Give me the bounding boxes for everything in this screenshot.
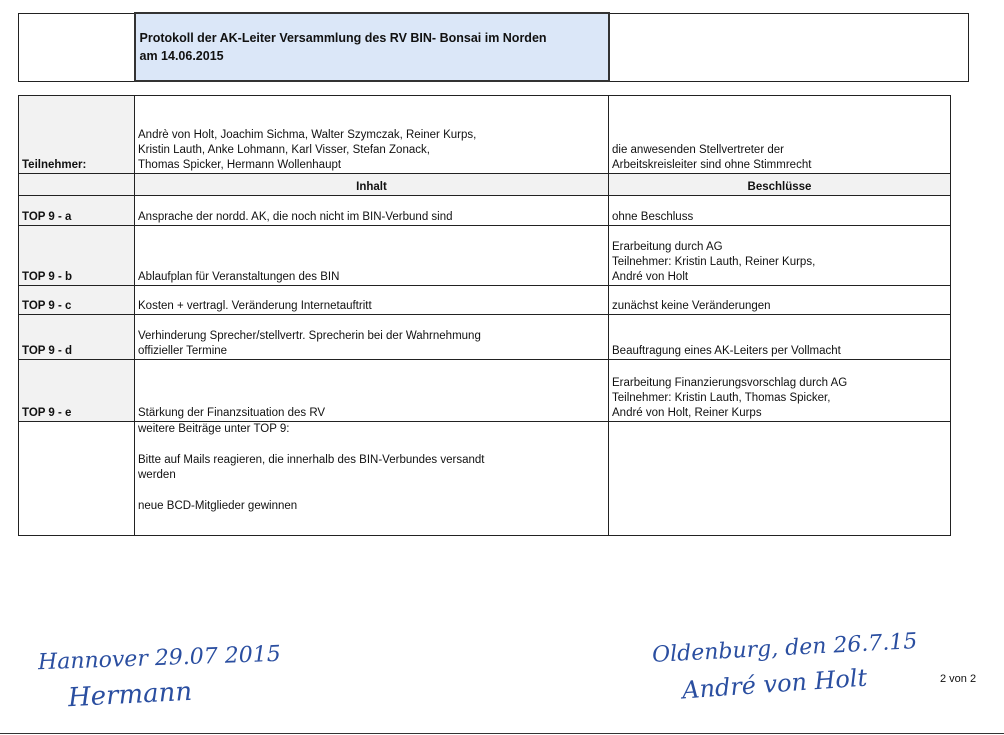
further-heading: weitere Beiträge unter TOP 9: — [138, 423, 290, 435]
participants-label: Teilnehmer: — [19, 96, 135, 174]
row-decision: ohne Beschluss — [609, 196, 951, 226]
title-line-2: am 14.06.2015 — [139, 49, 224, 63]
right-place-date: Oldenburg, den 26.7.15 — [651, 629, 918, 668]
participants-names: Andrè von Holt, Joachim Sichma, Walter Szymczak, Reiner Kurps, Kristin Lauth, Anke Lohmann, Karl Visser, Stefan Zonack, Thomas Spicker, Hermann Wollenhaupt — [135, 96, 609, 174]
top-label: TOP 9 - a — [19, 196, 135, 226]
row-content: Stärkung der Finanzsituation des RV — [135, 360, 609, 422]
top-label: TOP 9 - e — [19, 360, 135, 422]
top-label: TOP 9 - c — [19, 286, 135, 315]
top-label: TOP 9 - d — [19, 315, 135, 360]
row-content: Kosten + vertragl. Veränderung Internetauftritt — [135, 286, 609, 315]
header-blank-right — [609, 13, 969, 81]
further-content — [135, 422, 609, 536]
bottom-divider — [0, 733, 1004, 734]
column-header-row — [19, 174, 951, 196]
document-title — [135, 13, 609, 81]
column-header-blank — [19, 174, 135, 196]
column-header-decisions: Beschlüsse — [609, 174, 951, 196]
further-decision-blank — [609, 422, 951, 536]
page-number: 2 von 2 — [940, 673, 977, 685]
row-decision: Erarbeitung Finanzierungsvorschlag durch AG Teilnehmer: Kristin Lauth, Thomas Spicker, André von Holt, Reiner Kurps — [609, 360, 951, 422]
further-blank — [19, 422, 135, 536]
header-table — [18, 12, 969, 82]
protocol-table — [18, 95, 951, 536]
row-content: Verhinderung Sprecher/stellvertr. Sprecherin bei der Wahrnehmung offizieller Termine — [135, 315, 609, 360]
row-content: Ansprache der nordd. AK, die noch nicht im BIN-Verbund sind — [135, 196, 609, 226]
further-item-mails: Bitte auf Mails reagieren, die innerhalb des BIN-Verbundes versandt werden — [138, 454, 485, 481]
table-row — [19, 360, 951, 422]
header-blank-left — [19, 13, 135, 81]
row-decision: Beauftragung eines AK-Leiters per Vollmacht — [609, 315, 951, 360]
left-signature: Hermann — [67, 676, 193, 714]
column-header-content: Inhalt — [135, 174, 609, 196]
further-items-row — [19, 422, 951, 536]
row-content: Ablaufplan für Veranstaltungen des BIN — [135, 226, 609, 286]
top-label: TOP 9 - b — [19, 226, 135, 286]
table-row — [19, 315, 951, 360]
title-line-1: Protokoll der AK-Leiter Versammlung des RV BIN- Bonsai im Norden — [139, 31, 547, 45]
further-item-members: neue BCD-Mitglieder gewinnen — [138, 500, 298, 512]
table-row — [19, 226, 951, 286]
right-signature: André von Holt — [681, 663, 869, 705]
left-place-date: Hannover 29.07 2015 — [37, 641, 282, 676]
participants-row — [19, 96, 951, 174]
participants-note: die anwesenden Stellvertreter der Arbeitskreisleiter sind ohne Stimmrecht — [609, 96, 951, 174]
row-decision: zunächst keine Veränderungen — [609, 286, 951, 315]
table-row — [19, 286, 951, 315]
row-decision: Erarbeitung durch AG Teilnehmer: Kristin Lauth, Reiner Kurps, André von Holt — [609, 226, 951, 286]
table-row — [19, 196, 951, 226]
